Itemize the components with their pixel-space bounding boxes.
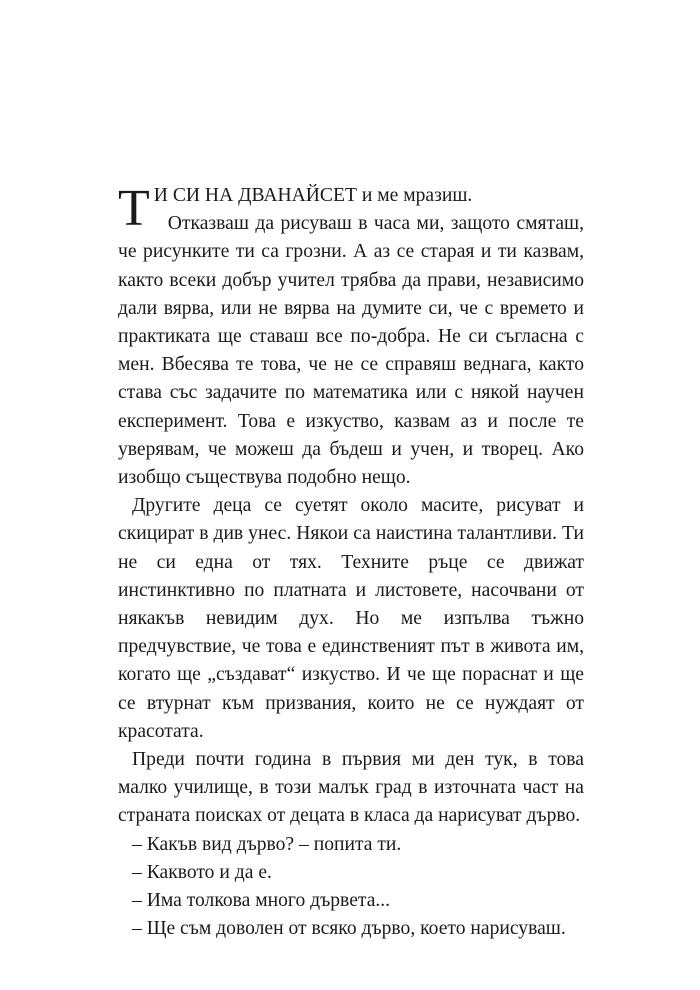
- dialog-line-1: – Какъв вид дърво? – попита ти.: [132, 833, 402, 855]
- paragraph-2: Другите деца се суетят около масите, рисуват и скицират в див унес. Някои са наистина талантливи. Ти не си една от тях. Техните ръце се движат инстинктивно по платната и листовете, насочвани от някакъв невидим дух. Но ме изпълва тъжно предчувствие, че това е единственият път в живота им, когато ще „създават“ изкуство. И че ще пораснат и ще се втурнат към призвания, които не се нуждаят от красотата.: [118, 495, 584, 742]
- opening-paragraph: [118, 182, 584, 492]
- drop-cap: Т: [118, 180, 150, 237]
- dialog-line-4: – Ще съм доволен от всяко дърво, което нарисуваш.: [132, 918, 566, 940]
- chapter-text: [118, 182, 584, 943]
- paragraph-3: Преди почти година в първия ми ден тук, в това малко училище, в този малък град в източната част на страната поисках от децата в класа да нарисуват дърво.: [118, 749, 584, 827]
- opening-rest: и ме мразиш.: [356, 185, 473, 206]
- paragraph-1: Отказваш да рисуваш в часа ми, защото смяташ, че рисунките ти са грозни. А аз се старая и ти казвам, както всеки добър учител трябва да прави, независимо дали вярва, или не вярва на думите си, че с времето и практиката ще ставаш все по-добра. Не си съгласна с мен. Вбесява те това, че не се справяш веднага, както става със задачите по математика или с някой научен експеримент. Това е изкуство, казвам аз и после те уверявам, че можеш да бъдеш и учен, и творец. Ако изобщо съществува подобно нещо.: [118, 213, 584, 489]
- dialog-line-3: – Има толкова много дървета...: [132, 890, 391, 912]
- dialog-line-2: – Каквото и да е.: [132, 861, 272, 883]
- opening-caps: И СИ НА ДВАНАЙСЕТ: [153, 185, 357, 206]
